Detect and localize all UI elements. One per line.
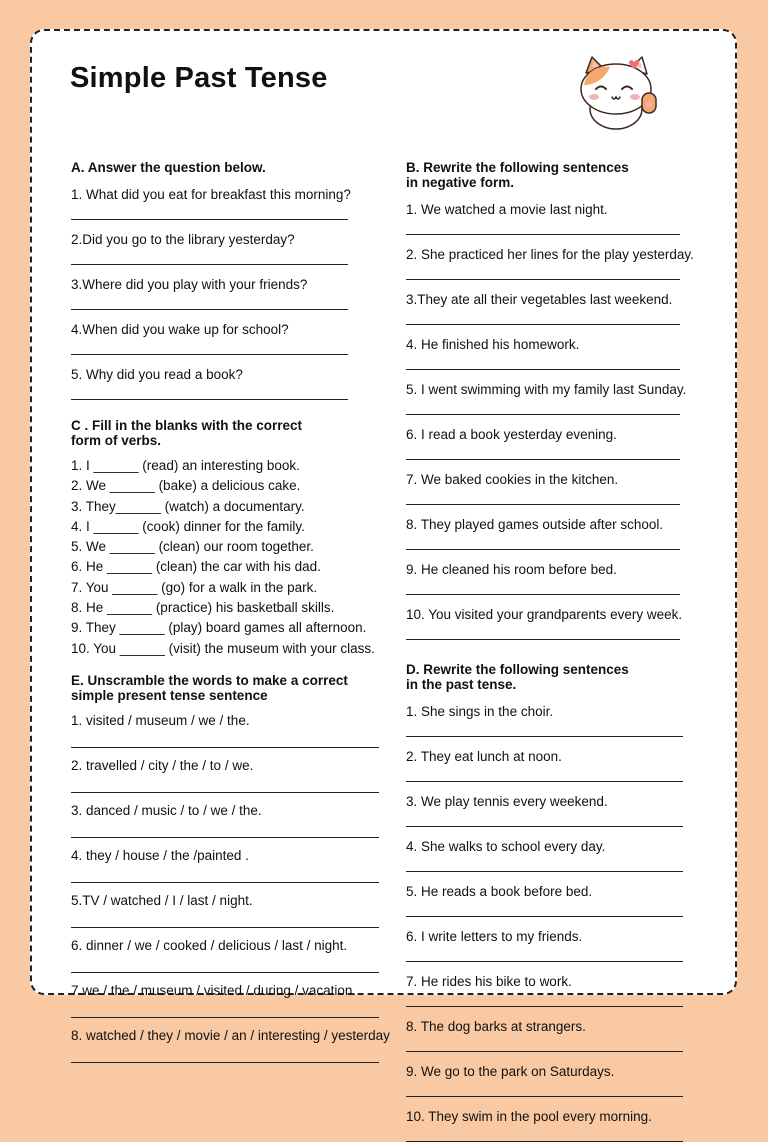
sentence-item: 6. I write letters to my friends.: [406, 929, 583, 944]
scramble-item: 8. watched / they / movie / an / interesting / yesterday: [71, 1027, 390, 1043]
left-column: [71, 160, 391, 1063]
answer-line[interactable]: [71, 354, 348, 355]
answer-line[interactable]: [71, 882, 379, 883]
scramble-item: 6. dinner / we / cooked / delicious / last / night.: [71, 937, 348, 953]
sentence-item: 10. They swim in the pool every morning.: [406, 1109, 652, 1124]
answer-line[interactable]: [406, 826, 683, 827]
answer-line[interactable]: [406, 324, 680, 325]
answer-line[interactable]: [71, 837, 379, 838]
section-e-title: E. Unscramble the words to make a correct simple present tense sentence: [71, 672, 348, 703]
answer-line[interactable]: [406, 594, 680, 595]
answer-line[interactable]: [406, 1006, 683, 1007]
sentence-item: 2. They eat lunch at noon.: [406, 749, 562, 764]
fill-in-item[interactable]: 4. I ______ (cook) dinner for the family.: [71, 518, 305, 534]
answer-line[interactable]: [406, 916, 683, 917]
sentence-item: 3. We play tennis every weekend.: [406, 794, 608, 809]
sentence-item: 10. You visited your grandparents every week.: [406, 607, 683, 622]
answer-line[interactable]: [406, 639, 680, 640]
answer-line[interactable]: [406, 504, 680, 505]
answer-line[interactable]: [406, 871, 683, 872]
scramble-item: 5.TV / watched / I / last / night.: [71, 892, 253, 908]
section-b: [406, 160, 716, 640]
sentence-item: 4. She walks to school every day.: [406, 839, 606, 854]
answer-line[interactable]: [406, 1051, 683, 1052]
answer-line[interactable]: [406, 549, 680, 550]
answer-line[interactable]: [406, 459, 680, 460]
answer-line[interactable]: [71, 792, 379, 793]
sentence-item: 1. We watched a movie last night.: [406, 202, 608, 217]
sentence-item: 7. We baked cookies in the kitchen.: [406, 472, 619, 487]
scramble-item: 4. they / house / the /painted .: [71, 847, 249, 863]
answer-line[interactable]: [71, 399, 348, 400]
answer-line[interactable]: [406, 736, 683, 737]
sentence-item: 2. She practiced her lines for the play yesterday.: [406, 247, 694, 262]
answer-line[interactable]: [406, 1096, 683, 1097]
section-a: [71, 160, 391, 400]
sentence-item: 8. They played games outside after school.: [406, 517, 664, 532]
section-d-title: D. Rewrite the following sentences in the past tense.: [406, 662, 629, 692]
fill-in-item[interactable]: 9. They ______ (play) board games all afternoon.: [71, 620, 367, 636]
answer-line[interactable]: [406, 279, 680, 280]
sentence-item: 5. I went swimming with my family last Sunday.: [406, 382, 687, 397]
answer-line[interactable]: [71, 747, 379, 748]
answer-line[interactable]: [71, 1017, 379, 1018]
answer-line[interactable]: [406, 781, 683, 782]
scramble-item: 1. visited / museum / we / the.: [71, 712, 250, 728]
scramble-item: 3. danced / music / to / we / the.: [71, 802, 262, 818]
scramble-item: 2. travelled / city / the / to / we.: [71, 757, 254, 773]
section-b-title: B. Rewrite the following sentences in negative form.: [406, 160, 629, 190]
section-c: [71, 418, 391, 659]
section-c-title: C . Fill in the blanks with the correct form of verbs.: [71, 418, 303, 448]
section-a-title: A. Answer the question below.: [71, 160, 266, 175]
sentence-item: 8. The dog barks at strangers.: [406, 1019, 586, 1034]
question-item: 4.When did you wake up for school?: [71, 322, 289, 337]
answer-line[interactable]: [71, 309, 348, 310]
section-e: [71, 673, 391, 1063]
question-item: 2.Did you go to the library yesterday?: [71, 232, 295, 247]
answer-line[interactable]: [71, 927, 379, 928]
answer-line[interactable]: [71, 264, 348, 265]
page-title: Simple Past Tense: [70, 62, 328, 94]
fill-in-item[interactable]: 2. We ______ (bake) a delicious cake.: [71, 478, 301, 494]
answer-line[interactable]: [406, 414, 680, 415]
waving-cat-icon: [572, 55, 662, 133]
fill-in-list: [71, 456, 391, 659]
sentence-item: 5. He reads a book before bed.: [406, 884, 593, 899]
scramble-item: 7.we / the / museum / visited / during / vacation.: [71, 982, 357, 998]
sentence-item: 9. He cleaned his room before bed.: [406, 562, 617, 577]
fill-in-item[interactable]: 3. They______ (watch) a documentary.: [71, 498, 305, 514]
answer-line[interactable]: [71, 1062, 379, 1063]
section-d: [406, 662, 716, 1142]
fill-in-item[interactable]: 8. He ______ (practice) his basketball skills.: [71, 600, 335, 616]
sentence-item: 1. She sings in the choir.: [406, 704, 554, 719]
question-item: 1. What did you eat for breakfast this morning?: [71, 187, 351, 202]
answer-line[interactable]: [71, 219, 348, 220]
question-item: 5. Why did you read a book?: [71, 367, 243, 382]
fill-in-item[interactable]: 10. You ______ (visit) the museum with your class.: [71, 640, 375, 656]
sentence-item: 4. He finished his homework.: [406, 337, 580, 352]
answer-line[interactable]: [406, 961, 683, 962]
answer-line[interactable]: [406, 234, 680, 235]
sentence-item: 7. He rides his bike to work.: [406, 974, 572, 989]
fill-in-item[interactable]: 5. We ______ (clean) our room together.: [71, 539, 314, 555]
answer-line[interactable]: [71, 972, 379, 973]
fill-in-item[interactable]: 7. You ______ (go) for a walk in the park.: [71, 579, 318, 595]
question-item: 3.Where did you play with your friends?: [71, 277, 308, 292]
fill-in-item[interactable]: 6. He ______ (clean) the car with his dad.: [71, 559, 321, 575]
sentence-item: 3.They ate all their vegetables last weekend.: [406, 292, 673, 307]
sentence-item: 9. We go to the park on Saturdays.: [406, 1064, 615, 1079]
fill-in-item[interactable]: 1. I ______ (read) an interesting book.: [71, 458, 300, 473]
sentence-item: 6. I read a book yesterday evening.: [406, 427, 617, 442]
right-column: [406, 160, 716, 1142]
answer-line[interactable]: [406, 369, 680, 370]
